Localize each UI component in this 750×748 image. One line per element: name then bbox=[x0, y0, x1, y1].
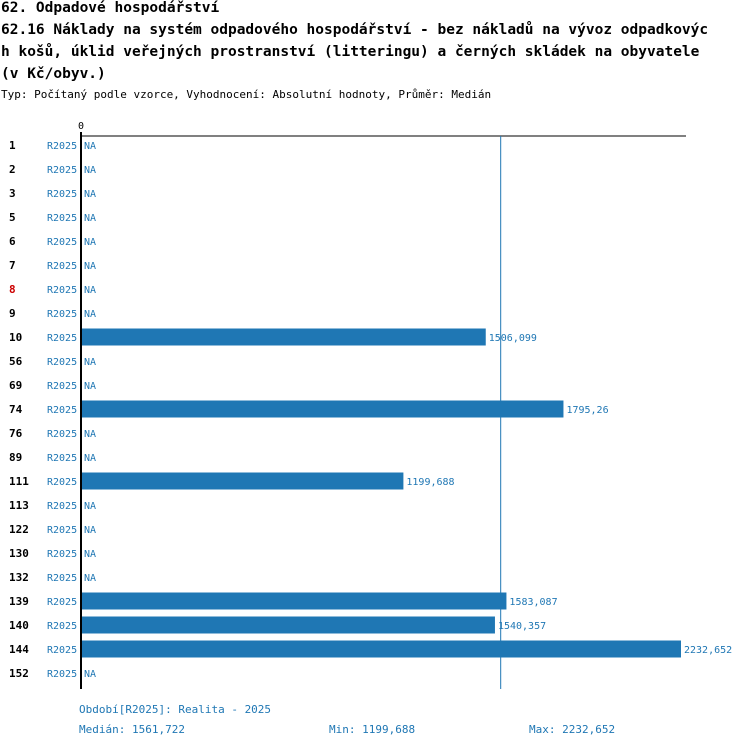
na-label: NA bbox=[84, 573, 97, 584]
series-label: R2025 bbox=[47, 381, 78, 392]
na-label: NA bbox=[84, 381, 97, 392]
na-label: NA bbox=[84, 309, 97, 320]
x-tick-label: 0 bbox=[77, 121, 85, 132]
category-label: 1 bbox=[9, 139, 16, 152]
category-label: 122 bbox=[9, 523, 29, 536]
indicator-title-line1: 62.16 Náklady na systém odpadového hospodářství - bez nákladů na vývoz odpadkovýc bbox=[1, 22, 709, 38]
indicator-title-line2: h košů, úklid veřejných prostranství (litteringu) a černých skládek na obyvatele bbox=[1, 44, 700, 60]
category-label: 7 bbox=[9, 259, 16, 272]
series-label: R2025 bbox=[47, 477, 78, 488]
na-label: NA bbox=[84, 525, 97, 536]
series-label: R2025 bbox=[47, 645, 78, 656]
category-label: 56 bbox=[9, 355, 23, 368]
series-label: R2025 bbox=[47, 549, 78, 560]
category-label: 10 bbox=[9, 331, 23, 344]
series-label: R2025 bbox=[47, 501, 78, 512]
na-label: NA bbox=[84, 357, 97, 368]
na-label: NA bbox=[84, 237, 97, 248]
category-label: 3 bbox=[9, 187, 16, 200]
series-label: R2025 bbox=[47, 285, 78, 296]
na-label: NA bbox=[84, 501, 97, 512]
category-label: 9 bbox=[9, 307, 16, 320]
series-label: R2025 bbox=[47, 621, 78, 632]
series-label: R2025 bbox=[47, 573, 78, 584]
na-label: NA bbox=[84, 429, 97, 440]
bar bbox=[81, 329, 486, 346]
series-label: R2025 bbox=[47, 453, 78, 464]
footer-period: Období[R2025]: Realita - 2025 bbox=[79, 703, 272, 716]
bar bbox=[81, 641, 681, 658]
category-label: 89 bbox=[9, 451, 23, 464]
value-label: 1795,26 bbox=[566, 405, 609, 416]
category-label: 130 bbox=[9, 547, 29, 560]
series-label: R2025 bbox=[47, 213, 78, 224]
value-label: 2232,652 bbox=[684, 645, 733, 656]
series-label: R2025 bbox=[47, 237, 78, 248]
chart-subtitle: Typ: Počítaný podle vzorce, Vyhodnocení: Absolutní hodnoty, Průměr: Medián bbox=[1, 88, 492, 101]
category-label: 144 bbox=[9, 643, 29, 656]
footer-min: Min: 1199,688 bbox=[329, 723, 416, 736]
series-label: R2025 bbox=[47, 261, 78, 272]
na-label: NA bbox=[84, 165, 97, 176]
category-label: 8 bbox=[9, 283, 16, 296]
category-label: 2 bbox=[9, 163, 16, 176]
value-label: 1199,688 bbox=[406, 477, 455, 488]
value-label: 1506,099 bbox=[488, 333, 537, 344]
category-label: 152 bbox=[9, 667, 29, 680]
value-label: 1540,357 bbox=[497, 621, 547, 632]
bar bbox=[81, 593, 506, 610]
series-label: R2025 bbox=[47, 357, 78, 368]
series-label: R2025 bbox=[47, 597, 78, 608]
category-label: 140 bbox=[9, 619, 29, 632]
series-label: R2025 bbox=[47, 669, 78, 680]
na-label: NA bbox=[84, 189, 97, 200]
na-label: NA bbox=[84, 669, 97, 680]
series-label: R2025 bbox=[47, 333, 78, 344]
series-label: R2025 bbox=[47, 141, 78, 152]
category-label: 132 bbox=[9, 571, 29, 584]
na-label: NA bbox=[84, 549, 97, 560]
na-label: NA bbox=[84, 261, 97, 272]
na-label: NA bbox=[84, 285, 97, 296]
series-label: R2025 bbox=[47, 189, 78, 200]
category-label: 76 bbox=[9, 427, 23, 440]
chapter-title: 62. Odpadové hospodářství bbox=[1, 0, 220, 16]
na-label: NA bbox=[84, 453, 97, 464]
na-label: NA bbox=[84, 213, 97, 224]
bar bbox=[81, 617, 495, 634]
category-label: 6 bbox=[9, 235, 16, 248]
category-label: 113 bbox=[9, 499, 29, 512]
category-label: 74 bbox=[9, 403, 23, 416]
footer-median: Medián: 1561,722 bbox=[79, 723, 185, 736]
bar bbox=[81, 401, 563, 418]
category-label: 5 bbox=[9, 211, 16, 224]
value-label: 1583,087 bbox=[509, 597, 558, 608]
category-label: 111 bbox=[9, 475, 29, 488]
na-label: NA bbox=[84, 141, 97, 152]
series-label: R2025 bbox=[47, 165, 78, 176]
series-label: R2025 bbox=[47, 309, 78, 320]
series-label: R2025 bbox=[47, 525, 78, 536]
series-label: R2025 bbox=[47, 405, 78, 416]
category-label: 69 bbox=[9, 379, 23, 392]
indicator-title-unit: (v Kč/obyv.) bbox=[1, 66, 106, 82]
bar bbox=[81, 473, 403, 490]
footer-max: Max: 2232,652 bbox=[529, 723, 616, 736]
category-label: 139 bbox=[9, 595, 29, 608]
series-label: R2025 bbox=[47, 429, 78, 440]
